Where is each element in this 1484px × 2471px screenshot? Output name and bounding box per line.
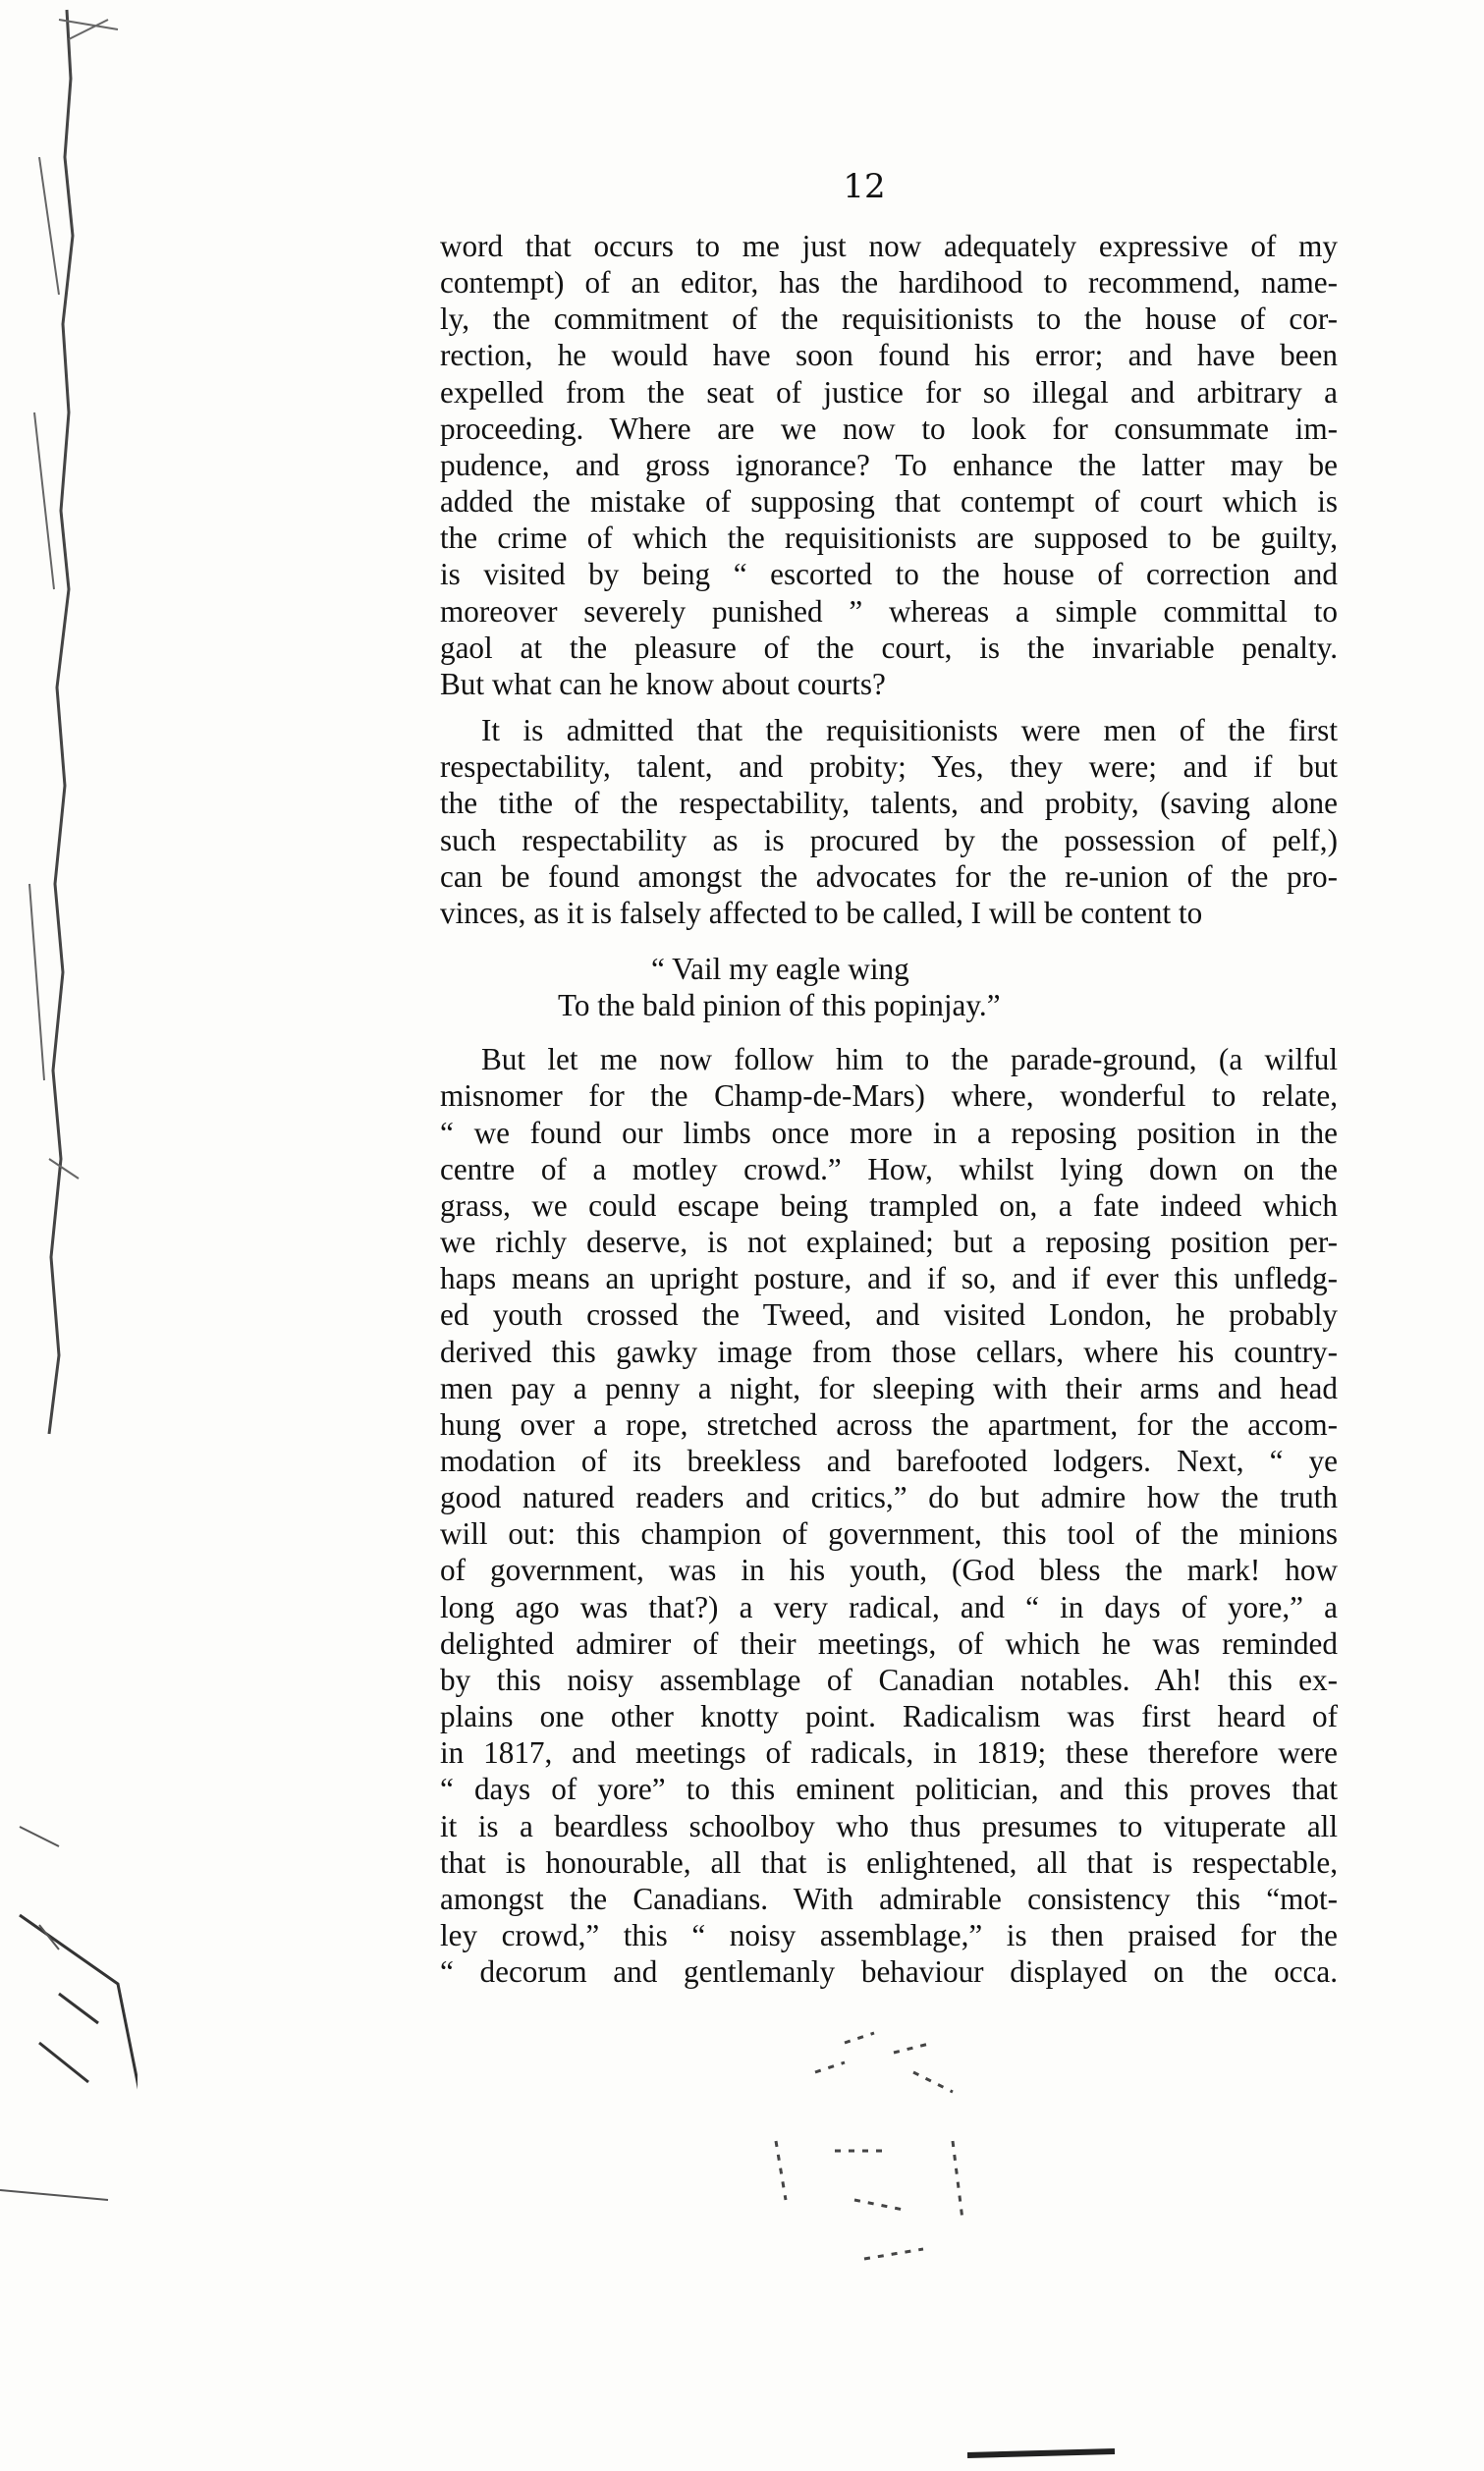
text-line: will out: this champion of government, this tool of the minions: [440, 1516, 1338, 1552]
text-line: rection, he would have soon found his error; and have been: [440, 338, 1338, 373]
text-line: But let me now follow him to the parade-ground, (a wilful: [481, 1042, 1338, 1077]
body-text: [440, 228, 1338, 1990]
text-line: the crime of which the requisitionists are supposed to be guilty,: [440, 521, 1338, 556]
text-line: haps means an upright posture, and if so, and if ever this unfledg-: [440, 1261, 1338, 1296]
stamp-artifact: [717, 2004, 1031, 2298]
text-line: moreover severely punished ” whereas a simple committal to: [440, 593, 1338, 629]
verse-line: “ Vail my eagle wing: [651, 951, 909, 986]
text-line: “ we found our limbs once more in a reposing position in the: [440, 1115, 1338, 1150]
text-line: “ days of yore” to this eminent politician, and this proves that: [440, 1772, 1338, 1807]
binding-edge-artifact: [0, 0, 137, 2471]
text-line: it is a beardless schoolboy who thus presumes to vituperate all: [440, 1808, 1338, 1843]
text-line: added the mistake of supposing that contempt of court which is: [440, 484, 1338, 520]
text-line: we richly deserve, is not explained; but a reposing position per-: [440, 1225, 1338, 1260]
text-line: “ decorum and gentlemanly behaviour displayed on the occa.: [440, 1954, 1338, 1990]
text-line: men pay a penny a night, for sleeping with their arms and head: [440, 1370, 1338, 1405]
text-line: grass, we could escape being trampled on, a fate indeed which: [440, 1187, 1338, 1223]
text-line: centre of a motley crowd.” How, whilst lying down on the: [440, 1151, 1338, 1186]
text-line: But what can he know about courts?: [440, 666, 886, 701]
text-line: such respectability as is procured by the possession of pelf,): [440, 822, 1338, 857]
text-line: that is honourable, all that is enlightened, all that is respectable,: [440, 1844, 1338, 1880]
text-line: word that occurs to me just now adequately expressive of my: [440, 229, 1338, 263]
text-line: derived this gawky image from those cellars, where his country-: [440, 1334, 1338, 1369]
text-line: of government, was in his youth, (God bless the mark! how: [440, 1553, 1338, 1588]
text-line: proceeding. Where are we now to look for consummate im-: [440, 411, 1338, 446]
paragraph-continuation: [440, 228, 1338, 702]
text-line: ly, the commitment of the requisitionists to the house of cor-: [440, 302, 1338, 337]
text-line: misnomer for the Champ-de-Mars) where, wonderful to relate,: [440, 1078, 1338, 1114]
text-line: delighted admirer of their meetings, of which he was reminded: [440, 1625, 1338, 1661]
paragraph-requisitionists: [440, 712, 1338, 931]
text-line: is visited by being “ escorted to the house of correction and: [440, 557, 1338, 592]
text-line: hung over a rope, stretched across the apartment, for the accom-: [440, 1406, 1338, 1442]
bottom-edge-artifact: [967, 2442, 1164, 2471]
verse-quotation: [440, 951, 1338, 1023]
text-line: expelled from the seat of justice for so illegal and arbitrary a: [440, 374, 1338, 410]
text-line: It is admitted that the requisitionists were men of the first: [481, 713, 1338, 748]
text-line: by this noisy assemblage of Canadian notables. Ah! this ex-: [440, 1662, 1338, 1697]
text-line: pudence, and gross ignorance? To enhance the latter may be: [440, 447, 1338, 482]
text-line: in 1817, and meetings of radicals, in 1819; these therefore were: [440, 1735, 1338, 1771]
text-line: gaol at the pleasure of the court, is the invariable penalty.: [440, 630, 1338, 665]
text-line: ed youth crossed the Tweed, and visited London, he probably: [440, 1297, 1338, 1333]
paragraph-parade-ground: [440, 1041, 1338, 1990]
page-number: 12: [843, 167, 886, 206]
verse-line: To the bald pinion of this popinjay.”: [558, 988, 1001, 1023]
text-line: amongst the Canadians. With admirable consistency this “mot-: [440, 1881, 1338, 1916]
text-line: good natured readers and critics,” do but admire how the truth: [440, 1480, 1338, 1515]
text-line: ley crowd,” this “ noisy assemblage,” is then praised for the: [440, 1918, 1338, 1953]
text-line: contempt) of an editor, has the hardihood to recommend, name-: [440, 265, 1338, 301]
text-line: plains one other knotty point. Radicalism was first heard of: [440, 1699, 1338, 1734]
text-line: vinces, as it is falsely affected to be called, I will be content to: [440, 895, 1203, 930]
text-line: the tithe of the respectability, talents, and probity, (saving alone: [440, 786, 1338, 821]
paragraph-gap: [440, 702, 1338, 712]
text-line: can be found amongst the advocates for the re-union of the pro-: [440, 858, 1338, 894]
text-line: respectability, talent, and probity; Yes, they were; and if but: [440, 749, 1338, 785]
text-line: long ago was that?) a very radical, and “ in days of yore,” a: [440, 1589, 1338, 1624]
text-line: modation of its breekless and barefooted lodgers. Next, “ ye: [440, 1444, 1338, 1478]
